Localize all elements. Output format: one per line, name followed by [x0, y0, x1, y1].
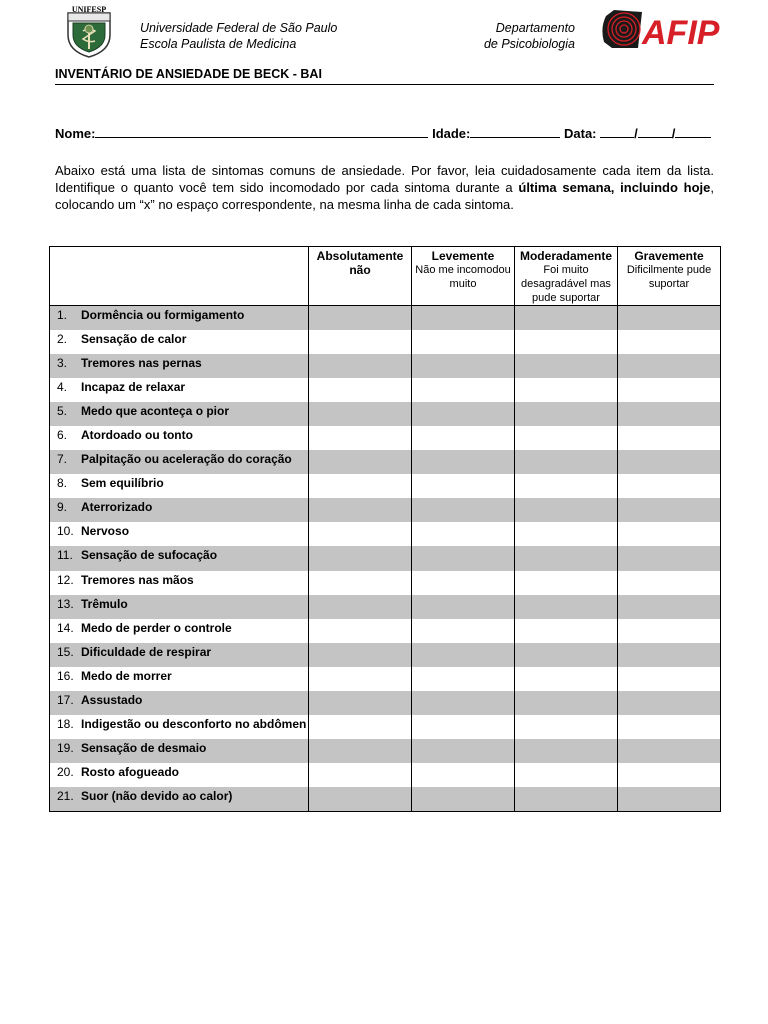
- answer-cell-moderadamente[interactable]: [515, 306, 618, 330]
- symptom-label: Medo de morrer: [81, 668, 172, 683]
- symptom-row: [50, 763, 721, 787]
- answer-cell-gravemente[interactable]: [618, 498, 721, 522]
- answer-cell-gravemente[interactable]: [618, 426, 721, 450]
- answer-cell-gravemente[interactable]: [618, 643, 721, 667]
- symptom-number: 7.: [57, 452, 68, 467]
- symptom-label: Medo que aconteça o pior: [81, 403, 230, 418]
- answer-cell-gravemente[interactable]: [618, 571, 721, 595]
- answer-cell-moderadamente[interactable]: [515, 787, 618, 811]
- answer-cell-levemente[interactable]: [412, 378, 515, 402]
- answer-cell-levemente[interactable]: [412, 330, 515, 354]
- symptom-item: [50, 619, 309, 643]
- answer-cell-absolutamente[interactable]: [309, 787, 412, 811]
- answer-cell-gravemente[interactable]: [618, 787, 721, 811]
- symptom-row: [50, 546, 721, 570]
- symptom-label: Trêmulo: [81, 596, 128, 611]
- answer-cell-moderadamente[interactable]: [515, 667, 618, 691]
- symptom-label: Rosto afogueado: [81, 765, 179, 780]
- symptom-number: 11.: [57, 548, 73, 563]
- answer-cell-gravemente[interactable]: [618, 739, 721, 763]
- symptom-number: 9.: [57, 500, 68, 515]
- answer-cell-gravemente[interactable]: [618, 402, 721, 426]
- answer-cell-levemente[interactable]: [412, 450, 515, 474]
- age-label: Idade:: [432, 126, 471, 141]
- answer-cell-moderadamente[interactable]: [515, 571, 618, 595]
- column-header-gravemente: [618, 247, 721, 306]
- age-field[interactable]: [470, 125, 560, 138]
- answer-cell-absolutamente[interactable]: [309, 691, 412, 715]
- symptom-label: Sem equilíbrio: [81, 476, 164, 491]
- symptom-item: [50, 522, 309, 546]
- symptom-item: [50, 426, 309, 450]
- identification-line: [55, 125, 711, 141]
- symptom-label: Sensação de sufocação: [81, 548, 218, 563]
- answer-cell-moderadamente[interactable]: [515, 595, 618, 619]
- answer-cell-gravemente[interactable]: [618, 450, 721, 474]
- answer-cell-moderadamente[interactable]: [515, 546, 618, 570]
- answer-cell-absolutamente[interactable]: [309, 643, 412, 667]
- symptom-number: 8.: [57, 476, 68, 491]
- answer-cell-levemente[interactable]: [412, 354, 515, 378]
- date-day-field[interactable]: [600, 125, 634, 138]
- answer-cell-absolutamente[interactable]: [309, 330, 412, 354]
- answer-cell-moderadamente[interactable]: [515, 763, 618, 787]
- column-header-moderadamente: [515, 247, 618, 306]
- answer-cell-absolutamente[interactable]: [309, 402, 412, 426]
- column-title: Levemente: [431, 249, 495, 263]
- answer-cell-levemente[interactable]: [412, 546, 515, 570]
- symptom-number: 1.: [57, 308, 68, 322]
- answer-cell-gravemente[interactable]: [618, 522, 721, 546]
- answer-cell-absolutamente[interactable]: [309, 306, 412, 330]
- date-separator: /: [671, 126, 676, 141]
- symptom-number: 13.: [57, 596, 74, 611]
- answer-cell-moderadamente[interactable]: [515, 330, 618, 354]
- header-blank-cell: [50, 247, 309, 306]
- symptom-item: [50, 691, 309, 715]
- column-title: Moderadamente: [519, 249, 613, 263]
- answer-cell-absolutamente[interactable]: [309, 667, 412, 691]
- answer-cell-absolutamente[interactable]: [309, 354, 412, 378]
- afip-logo-text: AFIP: [642, 14, 720, 52]
- title-divider: [55, 84, 714, 85]
- symptom-number: 6.: [57, 427, 68, 442]
- symptom-row: [50, 739, 721, 763]
- symptom-item: [50, 306, 309, 330]
- answer-cell-levemente[interactable]: [412, 571, 515, 595]
- answer-cell-absolutamente[interactable]: [309, 595, 412, 619]
- answer-cell-gravemente[interactable]: [618, 667, 721, 691]
- answer-cell-moderadamente[interactable]: [515, 691, 618, 715]
- symptom-label: Medo de perder o controle: [81, 620, 232, 635]
- answer-cell-gravemente[interactable]: [618, 691, 721, 715]
- date-separator: /: [634, 126, 638, 141]
- instructions-text-2: , colocando um “x” no espaço correspondente, na mesma linha de cada sintoma.: [55, 180, 714, 212]
- answer-cell-moderadamente[interactable]: [515, 498, 618, 522]
- column-header-absolutamente: [309, 247, 412, 306]
- answer-cell-moderadamente[interactable]: [515, 739, 618, 763]
- symptom-item: [50, 571, 309, 595]
- symptom-item: [50, 715, 309, 739]
- answer-cell-absolutamente[interactable]: [309, 426, 412, 450]
- column-title: Gravemente: [634, 249, 704, 263]
- symptom-row: [50, 354, 721, 378]
- symptom-label: Atordoado ou tonto: [81, 427, 193, 442]
- symptom-number: 10.: [57, 524, 74, 539]
- symptom-item: [50, 546, 309, 570]
- symptom-number: 21.: [57, 789, 74, 804]
- unifesp-logo-text: UNIFESP: [71, 5, 107, 14]
- column-title: Absolutamente não: [316, 249, 404, 277]
- instructions-emphasis: última semana, incluindo hoje: [518, 180, 711, 195]
- answer-cell-gravemente[interactable]: [618, 330, 721, 354]
- answer-cell-levemente[interactable]: [412, 522, 515, 546]
- answer-cell-levemente[interactable]: [412, 402, 515, 426]
- answer-cell-moderadamente[interactable]: [515, 522, 618, 546]
- answer-cell-moderadamente[interactable]: [515, 450, 618, 474]
- symptom-item: [50, 498, 309, 522]
- symptom-row: [50, 450, 721, 474]
- answer-cell-moderadamente[interactable]: [515, 378, 618, 402]
- answer-cell-moderadamente[interactable]: [515, 354, 618, 378]
- symptom-item: [50, 474, 309, 498]
- answer-cell-moderadamente[interactable]: [515, 643, 618, 667]
- answer-cell-absolutamente[interactable]: [309, 715, 412, 739]
- answer-cell-levemente[interactable]: [412, 739, 515, 763]
- column-header-levemente: [412, 247, 515, 306]
- name-label: Nome:: [55, 126, 96, 141]
- symptom-row: [50, 715, 721, 739]
- symptom-label: Indigestão ou desconforto no abdômen: [81, 717, 307, 732]
- answer-cell-moderadamente[interactable]: [515, 426, 618, 450]
- institution-line-1: Universidade Federal de São Paulo: [140, 21, 338, 35]
- symptom-row: [50, 619, 721, 643]
- date-month-field[interactable]: [638, 125, 672, 138]
- symptom-item: [50, 378, 309, 402]
- answer-cell-levemente[interactable]: [412, 715, 515, 739]
- page-title: INVENTÁRIO DE ANSIEDADE DE BECK - BAI: [55, 67, 322, 81]
- symptom-number: 17.: [57, 693, 74, 707]
- answer-cell-levemente[interactable]: [412, 474, 515, 498]
- department-line-1: Departamento: [495, 21, 575, 35]
- symptom-number: 15.: [57, 644, 74, 659]
- answer-cell-absolutamente[interactable]: [309, 739, 412, 763]
- symptom-number: 20.: [57, 765, 74, 780]
- answer-cell-levemente[interactable]: [412, 498, 515, 522]
- answer-cell-levemente[interactable]: [412, 691, 515, 715]
- symptom-row: [50, 643, 721, 667]
- symptom-row: [50, 667, 721, 691]
- symptom-row: [50, 378, 721, 402]
- symptom-label: Nervoso: [81, 524, 130, 539]
- answer-cell-levemente[interactable]: [412, 763, 515, 787]
- answer-cell-gravemente[interactable]: [618, 595, 721, 619]
- institution-name: [140, 20, 337, 52]
- column-description: Foi muito desagradável mas pude suportar: [521, 264, 611, 304]
- date-year-field[interactable]: [675, 125, 711, 138]
- symptom-item: [50, 402, 309, 426]
- answer-cell-moderadamente[interactable]: [515, 402, 618, 426]
- symptom-row: [50, 691, 721, 715]
- answer-cell-moderadamente[interactable]: [515, 474, 618, 498]
- symptom-row: [50, 522, 721, 546]
- answer-cell-gravemente[interactable]: [618, 474, 721, 498]
- symptom-number: 5.: [57, 403, 68, 418]
- institution-line-2: Escola Paulista de Medicina: [140, 37, 297, 51]
- symptom-label: Tremores nas mãos: [81, 572, 194, 587]
- answer-cell-levemente[interactable]: [412, 787, 515, 811]
- department-line-2: de Psicobiologia: [483, 37, 575, 51]
- symptom-label: Dificuldade de respirar: [81, 644, 212, 659]
- symptom-row: [50, 498, 721, 522]
- symptom-label: Assustado: [81, 693, 143, 707]
- symptom-item: [50, 330, 309, 354]
- symptom-row: [50, 474, 721, 498]
- answer-cell-absolutamente[interactable]: [309, 522, 412, 546]
- answer-cell-levemente[interactable]: [412, 619, 515, 643]
- symptom-number: 14.: [57, 620, 74, 635]
- symptom-item: [50, 450, 309, 474]
- column-description: Não me incomodou muito: [415, 264, 511, 290]
- symptom-number: 19.: [57, 741, 74, 756]
- symptom-row: [50, 306, 721, 330]
- symptom-label: Sensação de desmaio: [81, 741, 207, 756]
- symptom-row: [50, 787, 721, 811]
- symptom-item: [50, 595, 309, 619]
- table-header-row: [50, 247, 721, 306]
- answer-cell-absolutamente[interactable]: [309, 763, 412, 787]
- answer-cell-levemente[interactable]: [412, 306, 515, 330]
- symptom-label: Dormência ou formigamento: [81, 308, 245, 322]
- answer-cell-levemente[interactable]: [412, 595, 515, 619]
- symptom-item: [50, 643, 309, 667]
- symptom-item: [50, 763, 309, 787]
- answer-cell-levemente[interactable]: [412, 667, 515, 691]
- answer-cell-levemente[interactable]: [412, 643, 515, 667]
- afip-logo: [598, 8, 720, 54]
- symptom-number: 12.: [57, 572, 74, 587]
- answer-cell-gravemente[interactable]: [618, 378, 721, 402]
- symptom-table: [49, 246, 721, 812]
- department-name: [470, 20, 575, 52]
- symptom-rows: [50, 306, 721, 812]
- answer-cell-absolutamente[interactable]: [309, 571, 412, 595]
- symptom-label: Palpitação ou aceleração do coração: [81, 452, 292, 467]
- answer-cell-absolutamente[interactable]: [309, 498, 412, 522]
- symptom-item: [50, 354, 309, 378]
- answer-cell-gravemente[interactable]: [618, 546, 721, 570]
- symptom-row: [50, 595, 721, 619]
- symptom-label: Suor (não devido ao calor): [81, 789, 233, 804]
- symptom-row: [50, 426, 721, 450]
- name-field[interactable]: [95, 125, 428, 138]
- unifesp-logo: [64, 7, 114, 59]
- symptom-number: 3.: [57, 355, 68, 370]
- answer-cell-gravemente[interactable]: [618, 619, 721, 643]
- symptom-label: Incapaz de relaxar: [81, 379, 186, 394]
- symptom-item: [50, 739, 309, 763]
- answer-cell-levemente[interactable]: [412, 426, 515, 450]
- date-label: Data:: [564, 126, 597, 141]
- answer-cell-absolutamente[interactable]: [309, 450, 412, 474]
- answer-cell-moderadamente[interactable]: [515, 619, 618, 643]
- answer-cell-gravemente[interactable]: [618, 354, 721, 378]
- symptom-number: 16.: [57, 668, 74, 683]
- answer-cell-gravemente[interactable]: [618, 763, 721, 787]
- answer-cell-absolutamente[interactable]: [309, 474, 412, 498]
- symptom-row: [50, 402, 721, 426]
- symptom-item: [50, 787, 309, 811]
- answer-cell-absolutamente[interactable]: [309, 546, 412, 570]
- answer-cell-gravemente[interactable]: [618, 715, 721, 739]
- symptom-item: [50, 667, 309, 691]
- symptom-number: 4.: [57, 379, 68, 394]
- symptom-number: 18.: [57, 717, 74, 732]
- answer-cell-moderadamente[interactable]: [515, 715, 618, 739]
- answer-cell-absolutamente[interactable]: [309, 378, 412, 402]
- symptom-label: Tremores nas pernas: [81, 355, 202, 370]
- symptom-label: Aterrorizado: [81, 500, 153, 515]
- symptom-number: 2.: [57, 331, 68, 346]
- symptom-row: [50, 330, 721, 354]
- instructions-paragraph: [55, 162, 714, 213]
- answer-cell-gravemente[interactable]: [618, 306, 721, 330]
- instructions-text-1: Abaixo está uma lista de sintomas comuns de ansiedade. Por favor, leia cuidadosamente cada item da lista. Identifique o quanto você tem sido incomodado por cada sintoma durante a: [55, 163, 714, 195]
- symptom-label: Sensação de calor: [81, 331, 187, 346]
- answer-cell-absolutamente[interactable]: [309, 619, 412, 643]
- column-description: Dificilmente pude suportar: [626, 264, 712, 290]
- symptom-row: [50, 571, 721, 595]
